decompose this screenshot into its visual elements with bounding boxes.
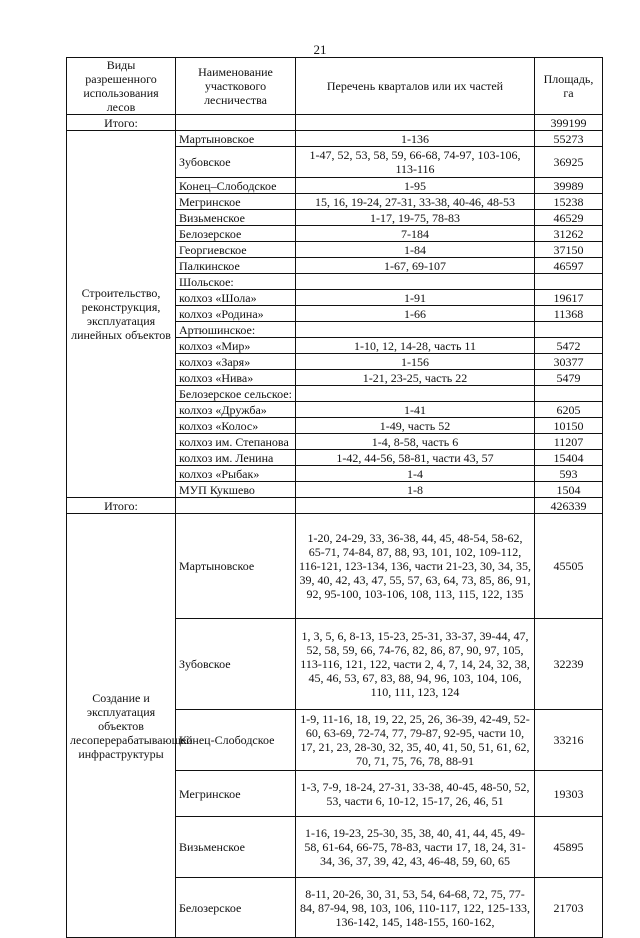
area-value: 37150 [535,242,603,258]
forestry-name: Зубовское [176,147,296,178]
forestry-name: колхоз им. Степанова [176,434,296,450]
forestry-name: Визьменское [176,817,296,878]
forestry-name: колхоз «Нива» [176,370,296,386]
forestry-name: Георгиевское [176,242,296,258]
quarters-list: 1-84 [296,242,535,258]
area-value: 15404 [535,450,603,466]
area-value: 21703 [535,878,603,938]
quarters-list: 1-42, 44-56, 58-81, части 43, 57 [296,450,535,466]
quarters-list: 1-66 [296,306,535,322]
forestry-name: Палкинское [176,258,296,274]
area-value: 55273 [535,131,603,147]
forest-use-table [66,57,603,938]
forestry-name: Белозерское [176,226,296,242]
area-value: 11207 [535,434,603,450]
area-value: 45505 [535,514,603,619]
category-cell: Создание и эксплуатация объектов лесоперерабатывающей инфраструктуры [67,514,176,938]
total-row-top [67,115,603,131]
area-value: 19617 [535,290,603,306]
area-value: 46597 [535,258,603,274]
header-row [67,58,603,115]
area-value [535,386,603,402]
area-value: 30377 [535,354,603,370]
forestry-name: Шольское: [176,274,296,290]
quarters-list: 1-4 [296,466,535,482]
forestry-name: Мартыновское [176,131,296,147]
quarters-list: 1-21, 23-25, часть 22 [296,370,535,386]
area-value [535,322,603,338]
quarters-list: 15, 16, 19-24, 27-31, 33-38, 40-46, 48-53 [296,194,535,210]
total-area: 426339 [535,498,603,514]
header-type: Виды разрешенного использования лесов [67,58,176,115]
forestry-name: Белозерское сельское: [176,386,296,402]
total-row-mid [67,498,603,514]
quarters-list: 1, 3, 5, 6, 8-13, 15-23, 25-31, 33-37, 39-44, 47, 52, 58, 59, 66, 74-76, 82, 86, 87, 90, 97, 105, 113-116, 121, 122, части 2, 4, 7, 14, 24, 32, 38, 45, 46, 53, 67, 83, 88, 94, 96, 103, 104, 106, 110, 111, 123, 124 [296,619,535,710]
area-value: 36925 [535,147,603,178]
forestry-name: колхоз «Рыбак» [176,466,296,482]
quarters-list: 1-49, часть 52 [296,418,535,434]
empty-cell [176,498,296,514]
forestry-name: Зубовское [176,619,296,710]
quarters-list [296,386,535,402]
forestry-name: колхоз «Шола» [176,290,296,306]
area-value [535,274,603,290]
quarters-list: 1-9, 11-16, 18, 19, 22, 25, 26, 36-39, 42-49, 52-60, 63-69, 72-74, 77, 79-87, 92-95, части 10, 17, 21, 23, 28-30, 32, 35, 40, 41, 50, 51, 61, 62, 70, 71, 75, 76, 78, 88-91 [296,710,535,771]
forestry-name: колхоз «Родина» [176,306,296,322]
area-value: 5479 [535,370,603,386]
quarters-list: 1-47, 52, 53, 58, 59, 66-68, 74-97, 103-106, 113-116 [296,147,535,178]
area-value: 45895 [535,817,603,878]
total-label: Итого: [67,115,176,131]
area-value: 15238 [535,194,603,210]
quarters-list [296,274,535,290]
table-row [67,131,603,147]
area-value: 593 [535,466,603,482]
quarters-list: 1-8 [296,482,535,498]
quarters-list: 7-184 [296,226,535,242]
forestry-name: МУП Кукшево [176,482,296,498]
page-number: 21 [313,42,327,57]
area-value: 19303 [535,771,603,817]
header-quarters: Перечень кварталов или их частей [296,58,535,115]
area-value: 11368 [535,306,603,322]
total-area: 399199 [535,115,603,131]
area-value: 6205 [535,402,603,418]
quarters-list [296,322,535,338]
forestry-name: Мегринское [176,194,296,210]
category-cell: Строительство, реконструкция, эксплуатация линейных объектов [67,131,176,498]
table-row [67,514,603,619]
area-value: 5472 [535,338,603,354]
quarters-list: 1-156 [296,354,535,370]
quarters-list: 1-17, 19-75, 78-83 [296,210,535,226]
quarters-list: 1-136 [296,131,535,147]
quarters-list: 1-91 [296,290,535,306]
forestry-name: Мегринское [176,771,296,817]
quarters-list: 1-41 [296,402,535,418]
quarters-list: 1-67, 69-107 [296,258,535,274]
header-forestry: Наименование участкового лесничества [176,58,296,115]
quarters-list: 1-3, 7-9, 18-24, 27-31, 33-38, 40-45, 48-50, 52, 53, части 6, 10-12, 15-17, 26, 46, 51 [296,771,535,817]
area-value: 33216 [535,710,603,771]
area-value: 31262 [535,226,603,242]
forestry-name: Мартыновское [176,514,296,619]
forestry-name: колхоз «Колос» [176,418,296,434]
header-area: Площадь, га [535,58,603,115]
quarters-list: 1-4, 8-58, часть 6 [296,434,535,450]
quarters-list: 8-11, 20-26, 30, 31, 53, 54, 64-68, 72, 75, 77-84, 87-94, 98, 103, 106, 110-117, 122, 125-133, 136-142, 145, 148-155, 160-162, [296,878,535,938]
area-value: 1504 [535,482,603,498]
area-value: 46529 [535,210,603,226]
forestry-name: колхоз «Дружба» [176,402,296,418]
area-value: 39989 [535,178,603,194]
forestry-name: колхоз «Мир» [176,338,296,354]
forestry-name: Конец–Слободское [176,178,296,194]
forestry-name: колхоз им. Ленина [176,450,296,466]
forestry-name: Визьменское [176,210,296,226]
area-value: 32239 [535,619,603,710]
quarters-list: 1-20, 24-29, 33, 36-38, 44, 45, 48-54, 58-62, 65-71, 74-84, 87, 88, 93, 101, 102, 109-112, 116-121, 123-134, 136, части 21-23, 30, 34, 35, 39, 40, 42, 43, 47, 55, 57, 63, 64, 73, 85, 86, 91, 92, 95-100, 103-106, 108, 113, 115, 122, 135 [296,514,535,619]
empty-cell [296,498,535,514]
forestry-name: Конец-Слободское [176,710,296,771]
quarters-list: 1-95 [296,178,535,194]
area-value: 10150 [535,418,603,434]
quarters-list: 1-16, 19-23, 25-30, 35, 38, 40, 41, 44, 45, 49-58, 61-64, 66-75, 78-83, части 17, 18, 24, 31-34, 36, 37, 39, 42, 43, 46-48, 59, 60, 65 [296,817,535,878]
quarters-list: 1-10, 12, 14-28, часть 11 [296,338,535,354]
forestry-name: Белозерское [176,878,296,938]
forestry-name: Артюшинское: [176,322,296,338]
total-label: Итого: [67,498,176,514]
forestry-name: колхоз «Заря» [176,354,296,370]
